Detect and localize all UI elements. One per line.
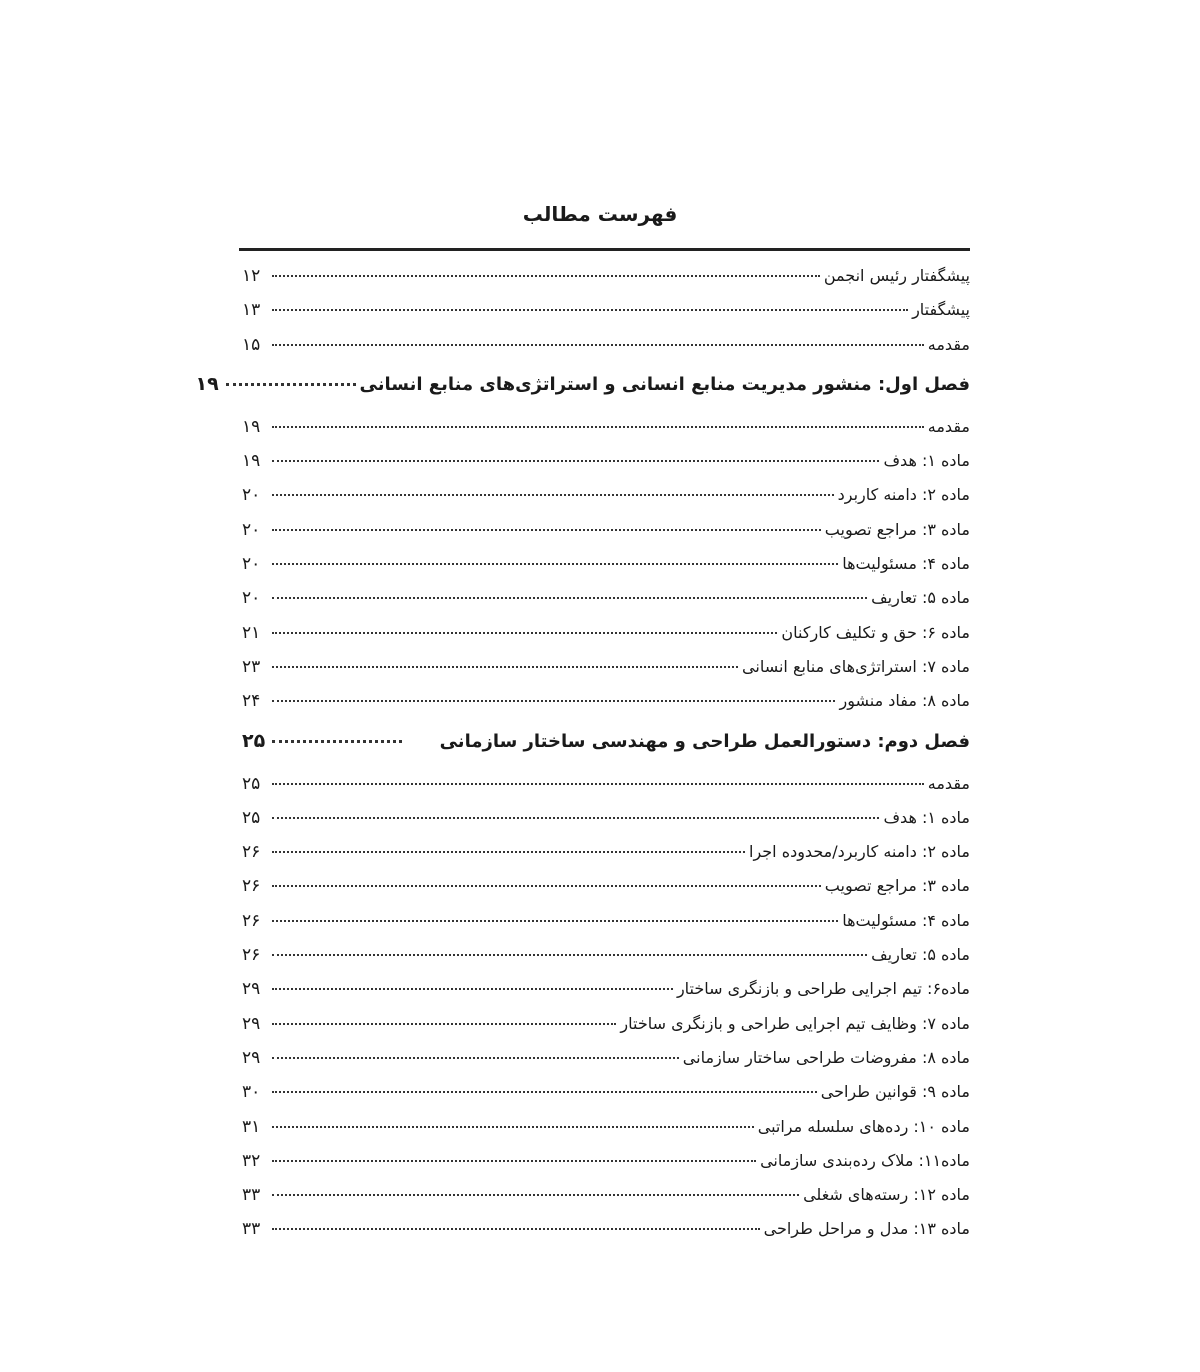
dot-leader xyxy=(272,885,821,887)
toc-entry-label: ماده ۱: هدف xyxy=(883,451,970,471)
title-divider xyxy=(239,248,970,251)
toc-entry[interactable] xyxy=(242,520,970,554)
toc-entry-page: ۱۹ xyxy=(242,416,261,437)
toc-entry[interactable] xyxy=(242,945,970,979)
toc-entry[interactable] xyxy=(242,1014,970,1048)
toc-chapter-2[interactable] xyxy=(242,726,970,774)
toc-entry-page: ۳۳ xyxy=(242,1185,261,1206)
toc-entry-page: ۳۰ xyxy=(242,1082,261,1103)
toc-entry[interactable] xyxy=(242,876,970,910)
toc-entry-label: ماده ۹: قوانین طراحی xyxy=(820,1082,970,1102)
toc-entry-page: ۲۰ xyxy=(242,519,261,540)
dot-leader xyxy=(272,1023,616,1025)
toc-entry[interactable] xyxy=(242,1185,970,1219)
toc-entry-label: مقدمه xyxy=(927,773,970,793)
toc-entry[interactable] xyxy=(242,774,970,808)
toc-entry-page: ۲۶ xyxy=(242,910,261,931)
toc-entry[interactable] xyxy=(242,691,970,725)
toc-entry[interactable] xyxy=(242,1117,970,1151)
table-of-contents xyxy=(195,266,970,1254)
dot-leader xyxy=(272,426,924,428)
toc-entry-label: ماده ۱۳: مدل و مراحل طراحی xyxy=(763,1219,970,1239)
chapter-title: فصل اول: منشور مدیریت منابع انسانی و استراتژی‌های منابع انسانی xyxy=(359,373,970,395)
toc-entry-page: ۱۲ xyxy=(242,266,261,286)
toc-entry[interactable] xyxy=(242,623,970,657)
toc-entry-label: ماده ۱: هدف xyxy=(883,807,970,827)
toc-entry[interactable] xyxy=(242,842,970,876)
toc-entry[interactable] xyxy=(242,911,970,945)
dot-leader xyxy=(272,344,924,346)
dot-leader xyxy=(272,1091,817,1093)
toc-entry-label: ماده ۸: مفروضات طراحی ساختار سازمانی xyxy=(682,1047,970,1067)
chapter-title: فصل دوم: دستورالعمل طراحی و مهندسی ساختار سازمانی xyxy=(439,730,970,752)
toc-entry-label: ماده ۳: مراجع تصویب xyxy=(824,876,970,896)
toc-entry[interactable] xyxy=(242,300,970,334)
toc-entry-page: ۲۹ xyxy=(242,979,261,1000)
toc-entry-label: ماده ۵: تعاریف xyxy=(871,588,970,608)
dot-leader xyxy=(272,309,908,311)
toc-entry[interactable] xyxy=(242,451,970,485)
toc-entry-page: ۲۹ xyxy=(242,1047,261,1068)
toc-entry-label: ماده ۲: دامنه کاربرد xyxy=(837,485,970,505)
toc-entry[interactable] xyxy=(242,335,970,369)
dot-leader xyxy=(272,529,821,531)
toc-entry-page: ۲۵ xyxy=(242,773,261,794)
dot-leader xyxy=(272,597,867,599)
toc-entry[interactable] xyxy=(242,266,970,300)
toc-entry[interactable] xyxy=(242,808,970,842)
dot-leader xyxy=(272,700,835,702)
toc-entry-label: ماده ۲: دامنه کاربرد/محدوده اجرا xyxy=(749,842,970,862)
toc-entry-label: پیشگفتار xyxy=(912,300,970,320)
dot-leader xyxy=(272,275,820,277)
toc-entry[interactable] xyxy=(242,1082,970,1116)
toc-entry-page: ۱۳ xyxy=(242,300,261,321)
dot-leader xyxy=(272,740,402,743)
dot-leader xyxy=(272,1126,754,1128)
dot-leader xyxy=(272,954,867,956)
toc-entry-page: ۲۶ xyxy=(242,842,261,863)
toc-entry-label: ماده ۵: تعاریف xyxy=(871,945,970,965)
toc-entry-label: ماده۶: تیم اجرایی طراحی و بازنگری ساختار xyxy=(676,979,970,999)
toc-entry-page: ۲۵ xyxy=(242,807,261,828)
toc-entry-label: ماده ۱۲: رسته‌های شغلی xyxy=(803,1185,970,1205)
dot-leader xyxy=(272,632,777,634)
toc-entry-page: ۱۵ xyxy=(242,334,261,355)
dot-leader xyxy=(272,920,838,922)
toc-entry-page: ۳۳ xyxy=(242,1219,261,1240)
toc-entry-label: ماده ۱۰: رده‌های سلسله مراتبی xyxy=(757,1116,970,1136)
toc-entry[interactable] xyxy=(242,1219,970,1253)
dot-leader xyxy=(272,1057,679,1059)
toc-entry[interactable] xyxy=(242,1151,970,1185)
toc-entry-label: مقدمه xyxy=(927,416,970,436)
dot-leader xyxy=(272,988,673,990)
dot-leader xyxy=(272,1194,799,1196)
toc-entry-label: ماده ۶: حق و تکلیف کارکنان xyxy=(781,622,970,642)
toc-entry-page: ۲۰ xyxy=(242,554,261,575)
toc-entry-page: ۱۹ xyxy=(242,451,261,472)
dot-leader xyxy=(272,1160,756,1162)
toc-entry-label: ماده ۷: استراتژی‌های منابع انسانی xyxy=(742,656,970,676)
toc-entry[interactable] xyxy=(242,588,970,622)
dot-leader xyxy=(272,851,745,853)
chapter-page: ۱۹ xyxy=(195,372,219,395)
toc-entry-page: ۲۳ xyxy=(242,656,261,677)
toc-entry-page: ۲۶ xyxy=(242,945,261,966)
toc-entry[interactable] xyxy=(242,979,970,1013)
toc-entry[interactable] xyxy=(242,485,970,519)
toc-entry-label: پیشگفتار رئیس انجمن xyxy=(823,266,970,285)
toc-entry-label: ماده ۴: مسئولیت‌ها xyxy=(842,554,970,574)
page-title: فهرست مطالب xyxy=(522,202,678,226)
toc-entry-label: ماده ۷: وظایف تیم اجرایی طراحی و بازنگری ساختار xyxy=(620,1013,970,1033)
toc-entry[interactable] xyxy=(242,657,970,691)
toc-entry-page: ۲۰ xyxy=(242,485,261,506)
toc-entry-page: ۲۹ xyxy=(242,1013,261,1034)
toc-entry-label: ماده ۳: مراجع تصویب xyxy=(824,519,970,539)
chapter-page: ۲۵ xyxy=(242,729,266,752)
toc-chapter-1[interactable] xyxy=(195,369,970,417)
toc-entry-page: ۳۱ xyxy=(242,1116,261,1137)
toc-entry[interactable] xyxy=(242,554,970,588)
toc-entry-label: مقدمه xyxy=(927,334,970,354)
toc-entry-page: ۲۶ xyxy=(242,876,261,897)
toc-entry-page: ۲۱ xyxy=(242,622,261,643)
dot-leader xyxy=(272,494,834,496)
toc-entry-label: ماده ۸: مفاد منشور xyxy=(839,691,970,711)
toc-entry-label: ماده۱۱: ملاک رده‌بندی سازمانی xyxy=(760,1150,970,1170)
dot-leader xyxy=(272,666,738,668)
toc-entry-page: ۲۰ xyxy=(242,588,261,609)
dot-leader xyxy=(272,817,879,819)
dot-leader xyxy=(272,783,924,785)
dot-leader xyxy=(226,383,356,386)
toc-entry[interactable] xyxy=(242,417,970,451)
dot-leader xyxy=(272,460,879,462)
toc-entry[interactable] xyxy=(242,1048,970,1082)
toc-entry-label: ماده ۴: مسئولیت‌ها xyxy=(842,910,970,930)
toc-entry-page: ۳۲ xyxy=(242,1150,261,1171)
dot-leader xyxy=(272,563,838,565)
dot-leader xyxy=(272,1228,760,1230)
toc-entry-page: ۲۴ xyxy=(242,691,261,712)
